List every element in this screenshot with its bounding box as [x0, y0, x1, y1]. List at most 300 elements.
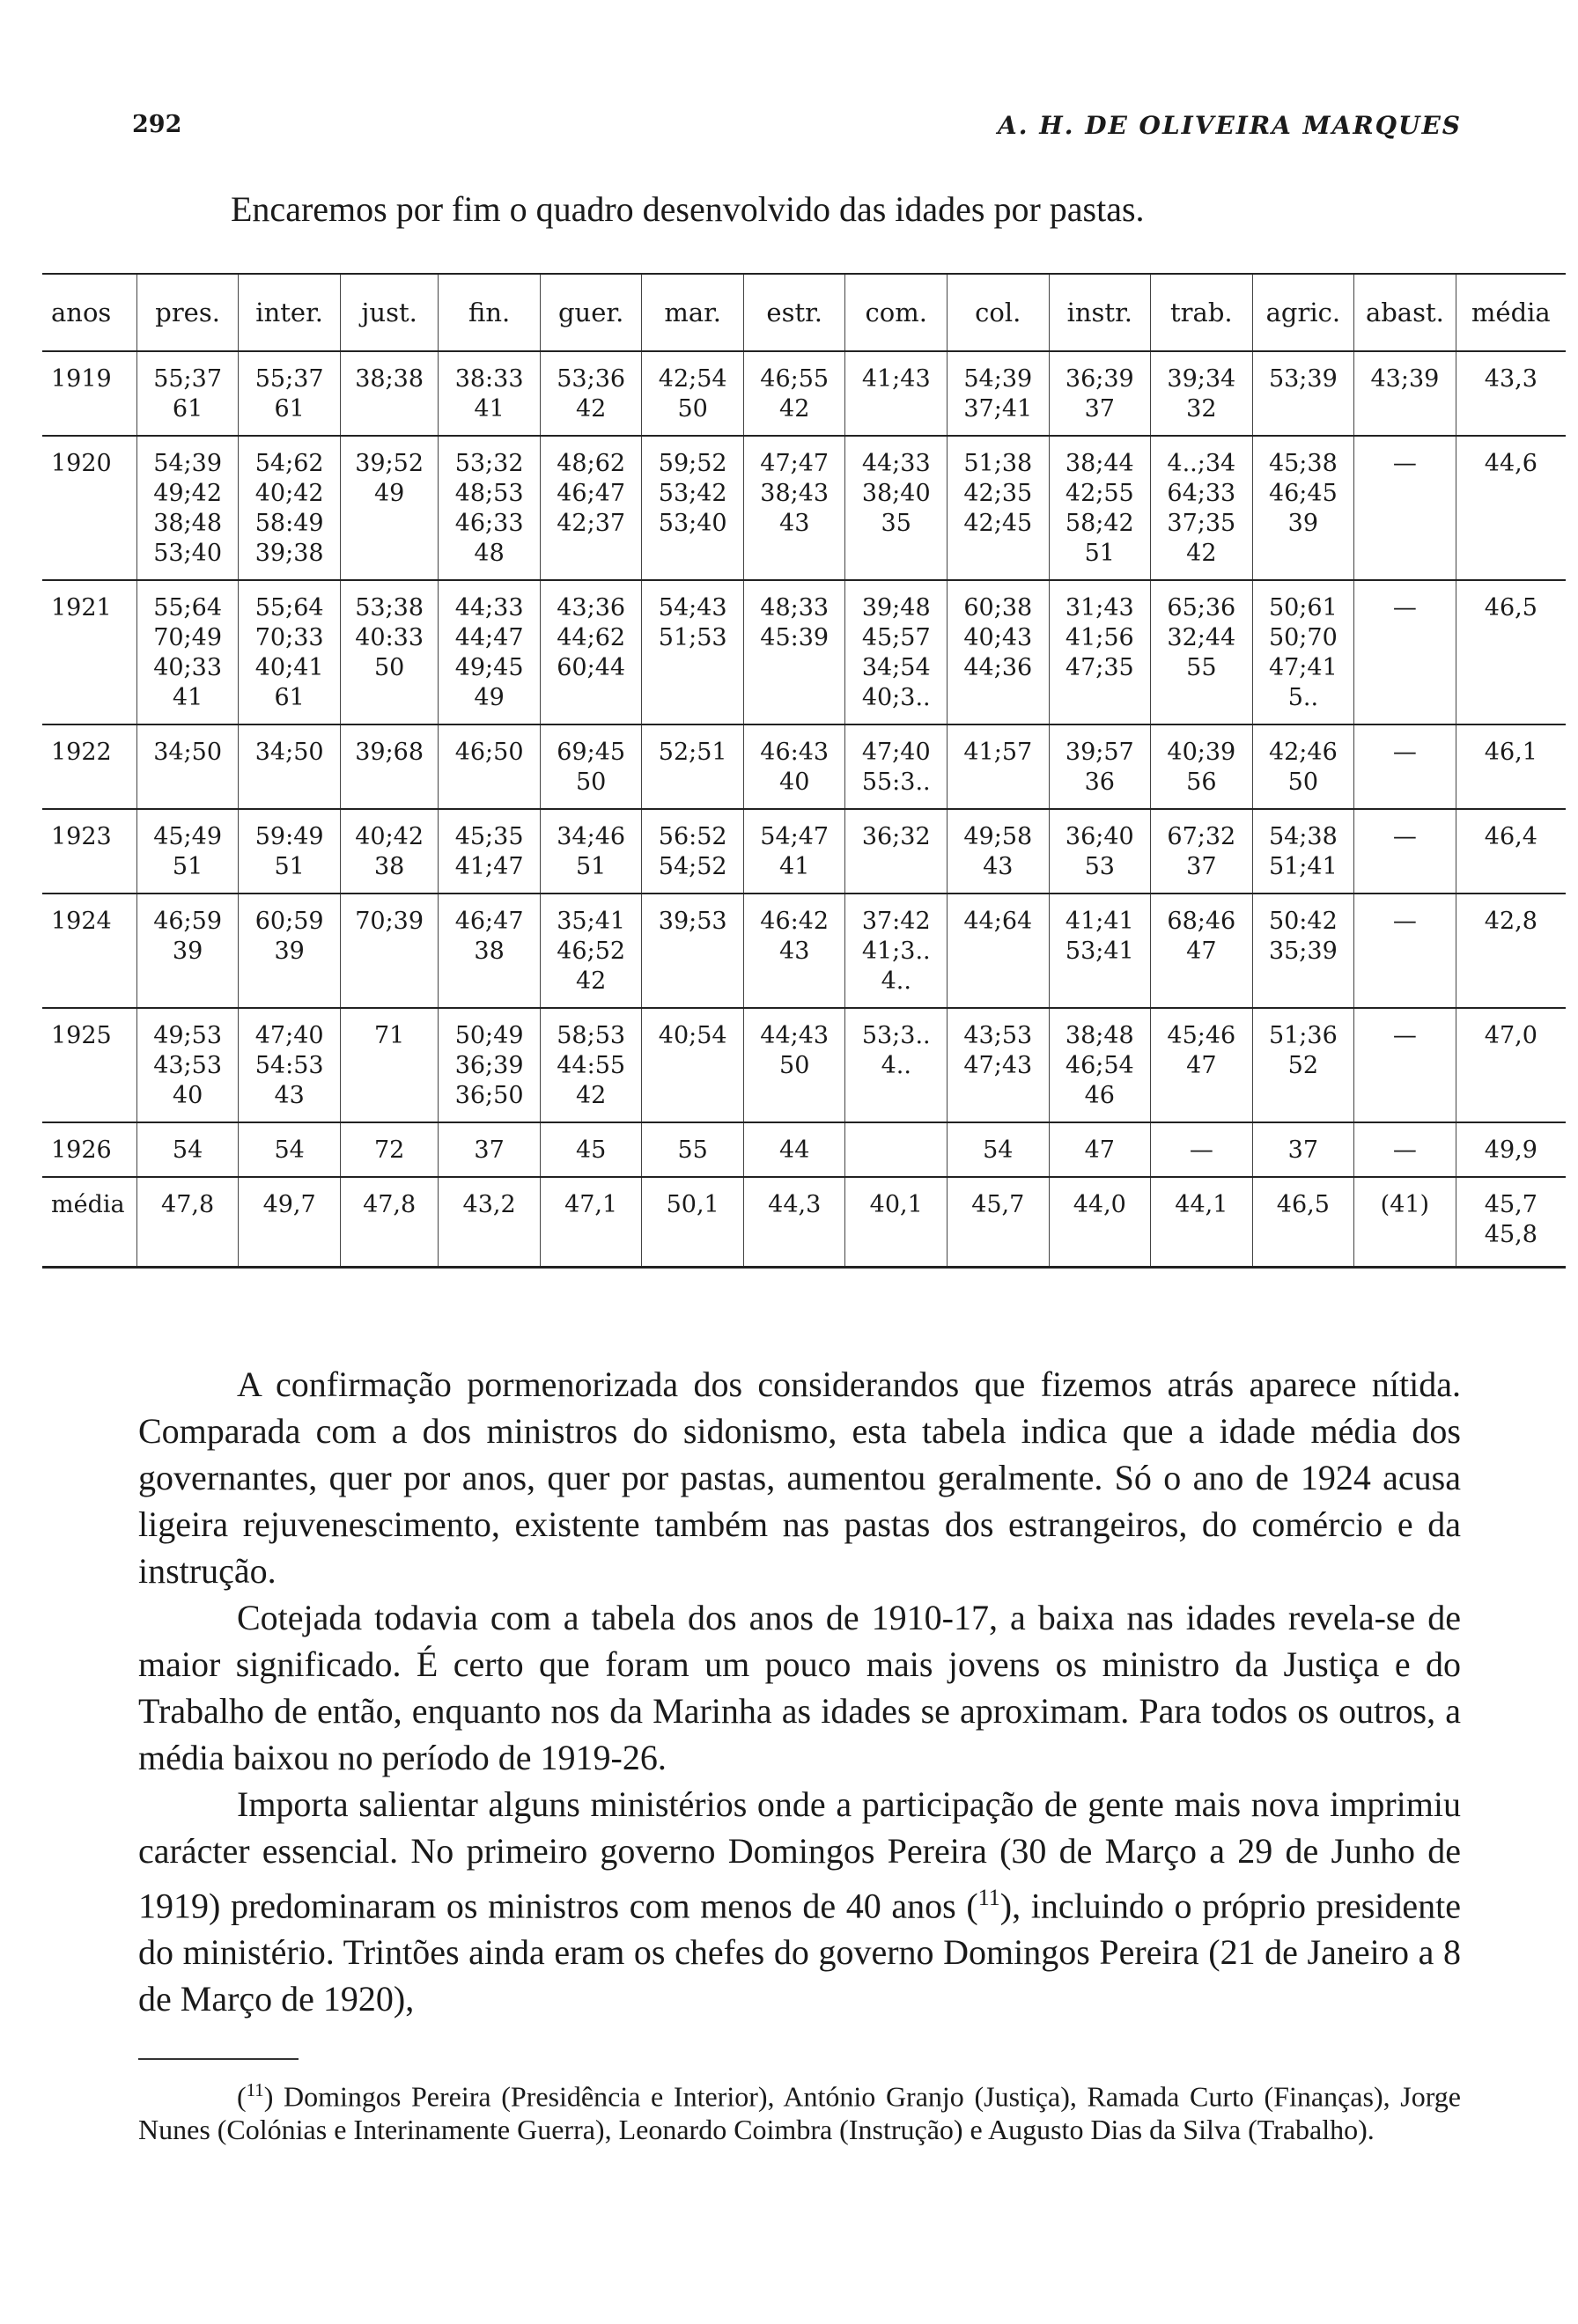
cell-value: 46;45	[1268, 480, 1338, 507]
cell-value: 54;62	[254, 450, 324, 477]
table-cell	[743, 580, 845, 724]
cell-value: 37;41	[963, 395, 1033, 423]
cell-value: 36;40	[1065, 823, 1134, 850]
cell-value: 54;43	[658, 594, 727, 621]
cell-value: 51;53	[658, 624, 727, 651]
cell-value: 50,1	[666, 1191, 719, 1218]
footnote: ($^{11}$) Domingos Pereira (Presidência e Interior), António Granjo (Justiça), Ramada Curto (Finanças), Jorge Nunes (Colónias e Interinamente Guerra), Leonardo Coimbra (Instrução) e Augusto Dias da Silva (Trabalho).	[138, 2080, 1462, 2145]
cell-value: 50;49	[454, 1022, 524, 1049]
table-cell	[743, 1122, 845, 1177]
cell-value: 50	[373, 654, 405, 681]
cell-value: —	[1392, 908, 1417, 935]
cell-value: 40;42	[355, 823, 424, 850]
cell-value: 49,9	[1484, 1136, 1537, 1164]
table-cell	[743, 1177, 845, 1268]
table-cell	[642, 580, 744, 724]
cell-value: 55	[677, 1136, 708, 1164]
cell-value: 45,7	[971, 1191, 1025, 1218]
table-cell	[340, 1177, 438, 1268]
cell-value: 50	[575, 769, 607, 796]
cell-value: 51;41	[1268, 853, 1338, 880]
cell-value: 45;57	[861, 624, 931, 651]
cell-value: 43	[983, 853, 1014, 880]
cell-value: 46;59	[153, 908, 223, 935]
table-cell	[845, 809, 948, 894]
cell-value: 60;59	[254, 908, 324, 935]
table-cell	[1354, 580, 1456, 724]
cell-value: 52;51	[658, 739, 727, 766]
cell-value: 48;33	[760, 594, 830, 621]
table-cell	[1252, 436, 1354, 580]
cell-value: 40;3..	[861, 684, 931, 711]
table-header-row	[42, 274, 1566, 351]
row-label: 1919	[42, 351, 136, 436]
cell-value: 50	[1287, 769, 1319, 796]
table-cell	[743, 351, 845, 436]
cell-value: 55;64	[254, 594, 324, 621]
table-cell	[1049, 1008, 1151, 1122]
cell-value: 60;38	[963, 594, 1033, 621]
table-cell	[540, 580, 642, 724]
table-cell	[1049, 580, 1151, 724]
cell-value: 51	[274, 853, 305, 880]
cell-value: 47	[1186, 938, 1217, 965]
table-cell	[642, 894, 744, 1008]
cell-value: 50;61	[1268, 594, 1338, 621]
cell-value: 45	[575, 1136, 607, 1164]
cell-value: 42	[575, 1082, 607, 1109]
row-label: 1921	[42, 580, 136, 724]
cell-value: 44;36	[963, 654, 1033, 681]
table-cell	[1354, 1008, 1456, 1122]
cell-value: 50	[677, 395, 708, 423]
column-header-7: estr.	[743, 274, 845, 351]
cell-value: 46:42	[760, 908, 830, 935]
cell-value: 56	[1186, 769, 1217, 796]
cell-value: 70;33	[254, 624, 324, 651]
footnote-text: Domingos Pereira (Presidência e Interior), António Granjo (Justiça), Ramada Curto (Finanças), Jorge Nunes (Colónias e Interinamente Guerra), Leonardo Coimbra (Instrução) e Augusto Dias da Silva (Trabalho).	[138, 2080, 1462, 2145]
table-cell	[239, 809, 341, 894]
table-cell	[1252, 894, 1354, 1008]
table-cell	[239, 1177, 341, 1268]
table-cell	[1252, 724, 1354, 809]
cell-value: 41	[779, 853, 810, 880]
table-cell	[340, 894, 438, 1008]
cell-value: 51;36	[1268, 1022, 1338, 1049]
cell-value: 71	[373, 1022, 405, 1049]
table-cell	[948, 436, 1050, 580]
cell-value: 45:39	[760, 624, 830, 651]
cell-value: —	[1392, 823, 1417, 850]
table-row	[42, 351, 1566, 436]
cell-value: 45;49	[153, 823, 223, 850]
cell-value: 43;39	[1370, 365, 1440, 393]
table-cell	[439, 724, 541, 809]
table-cell	[136, 1008, 239, 1122]
table-cell	[540, 1122, 642, 1177]
cell-value: 72	[373, 1136, 405, 1164]
column-header-4: fin.	[439, 274, 541, 351]
cell-value: 40	[779, 769, 810, 796]
table-cell	[239, 894, 341, 1008]
table-row	[42, 1177, 1566, 1268]
table-cell	[948, 351, 1050, 436]
cell-value: 46:43	[760, 739, 830, 766]
table-cell	[439, 1122, 541, 1177]
table-cell	[1252, 351, 1354, 436]
table-cell	[845, 580, 948, 724]
table-cell	[1151, 1122, 1253, 1177]
table-cell	[1354, 1122, 1456, 1177]
body-text	[138, 1361, 1461, 2022]
table-cell	[540, 436, 642, 580]
cell-value: 44,6	[1484, 450, 1537, 477]
running-head: A. H. DE OLIVEIRA MARQUES	[998, 111, 1462, 140]
cell-value: 37	[1084, 395, 1115, 423]
table-cell	[439, 1177, 541, 1268]
ages-by-ministry-table	[42, 273, 1566, 1269]
cell-value: 35;41	[557, 908, 626, 935]
cell-value: 42,8	[1484, 908, 1537, 935]
page-number: 292	[132, 111, 182, 138]
table-cell	[340, 1122, 438, 1177]
column-header-12: agric.	[1252, 274, 1354, 351]
cell-value: —	[1392, 594, 1417, 621]
cell-value: 40;42	[254, 480, 324, 507]
cell-value: 46;33	[454, 510, 524, 537]
table-cell	[239, 351, 341, 436]
cell-value: 35	[881, 510, 911, 537]
cell-value: 49;42	[153, 480, 223, 507]
cell-value: 56:52	[658, 823, 727, 850]
cell-value: 41;56	[1065, 624, 1134, 651]
table-cell	[136, 351, 239, 436]
table-cell	[1252, 580, 1354, 724]
table-cell	[1354, 436, 1456, 580]
cell-value: 46;47	[454, 908, 524, 935]
paragraph-3-part-1: Importa salientar alguns ministérios onde a participação de gente mais nova imprimiu carácter essencial. No primeiro governo Domingos Pereira (30 de Março a 29 de Junho de 1919) predominaram os ministros com menos de 40 anos (	[138, 1784, 1461, 1926]
cell-value: 54;39	[153, 450, 223, 477]
table-cell	[1252, 1008, 1354, 1122]
cell-value: 41;57	[963, 739, 1033, 766]
cell-value: 53;3..	[861, 1022, 931, 1049]
cell-value: 54;47	[760, 823, 830, 850]
table-cell	[136, 1122, 239, 1177]
table-cell	[1151, 436, 1253, 580]
cell-value: 39;68	[355, 739, 424, 766]
cell-value: 4..	[881, 1052, 911, 1079]
table-cell	[540, 724, 642, 809]
table-cell	[743, 724, 845, 809]
cell-value: 47,8	[161, 1191, 215, 1218]
row-label: 1925	[42, 1008, 136, 1122]
table-cell	[439, 351, 541, 436]
cell-value: 38;48	[1065, 1022, 1134, 1049]
table-cell	[642, 1008, 744, 1122]
cell-value: 38:33	[454, 365, 524, 393]
cell-value: 41;41	[1065, 908, 1134, 935]
cell-value: 34;54	[861, 654, 931, 681]
column-header-3: just.	[340, 274, 438, 351]
table-cell	[439, 894, 541, 1008]
table-cell	[1456, 351, 1566, 436]
table-intro: Encaremos por fim o quadro desenvolvido das idades por pastas.	[231, 189, 1145, 229]
cell-value: 32	[1186, 395, 1217, 423]
table-cell	[845, 351, 948, 436]
cell-value: 47,1	[564, 1191, 618, 1218]
cell-value: 53	[1084, 853, 1115, 880]
cell-value: 61	[274, 395, 305, 423]
cell-value: 46	[1084, 1082, 1115, 1109]
cell-value: 4..	[881, 967, 911, 995]
table-cell	[1456, 580, 1566, 724]
cell-value: —	[1392, 1136, 1417, 1164]
cell-value: 46,5	[1276, 1191, 1330, 1218]
cell-value: 61	[172, 395, 203, 423]
column-header-1: pres.	[136, 274, 239, 351]
table-cell	[1151, 1008, 1253, 1122]
cell-value: 37	[1287, 1136, 1319, 1164]
cell-value: 55;37	[254, 365, 324, 393]
page-header	[132, 104, 1462, 148]
table-cell	[1456, 809, 1566, 894]
cell-value: 41;43	[861, 365, 931, 393]
cell-value: 35;39	[1268, 938, 1338, 965]
cell-value: 61	[274, 684, 305, 711]
table-cell	[948, 1177, 1050, 1268]
table-cell	[1252, 809, 1354, 894]
table-cell	[743, 1008, 845, 1122]
table-cell	[1151, 580, 1253, 724]
cell-value: 46;52	[557, 938, 626, 965]
table-cell	[1049, 724, 1151, 809]
cell-value: 45;35	[454, 823, 524, 850]
table-cell	[1456, 894, 1566, 1008]
cell-value: 39	[1287, 510, 1319, 537]
row-label: média	[42, 1177, 136, 1268]
cell-value: 38;43	[760, 480, 830, 507]
cell-value: 38	[474, 938, 505, 965]
cell-value: 44;33	[861, 450, 931, 477]
cell-value: 40,1	[869, 1191, 923, 1218]
cell-value: 38;44	[1065, 450, 1134, 477]
column-header-10: instr.	[1049, 274, 1151, 351]
cell-value: 38;48	[153, 510, 223, 537]
table-cell	[948, 1122, 1050, 1177]
table-cell	[642, 724, 744, 809]
cell-value: 46,4	[1484, 823, 1537, 850]
cell-value: 54	[172, 1136, 203, 1164]
cell-value: 53;40	[658, 510, 727, 537]
table-cell	[439, 436, 541, 580]
table-cell	[239, 1008, 341, 1122]
cell-value: 47	[1186, 1052, 1217, 1079]
table-cell	[340, 809, 438, 894]
cell-value: 45,8	[1484, 1221, 1537, 1248]
table-cell	[1252, 1122, 1354, 1177]
cell-value: 42;54	[658, 365, 727, 393]
cell-value: 32;44	[1167, 624, 1236, 651]
column-header-13: abast.	[1354, 274, 1456, 351]
cell-value: 43;53	[963, 1022, 1033, 1049]
cell-value: 46;55	[760, 365, 830, 393]
cell-value: 53;40	[153, 540, 223, 567]
table-cell	[340, 1008, 438, 1122]
cell-value: 55	[1186, 654, 1217, 681]
cell-value: 37	[1186, 853, 1217, 880]
table-cell	[239, 1122, 341, 1177]
table-cell	[136, 580, 239, 724]
cell-value: 5..	[1287, 684, 1319, 711]
cell-value: 46;50	[454, 739, 524, 766]
cell-value: 52	[1287, 1052, 1319, 1079]
ages-table-container	[42, 273, 1566, 1269]
cell-value: 54;52	[658, 853, 727, 880]
cell-value: 47	[1084, 1136, 1115, 1164]
cell-value: 47;41	[1268, 654, 1338, 681]
table-cell	[540, 351, 642, 436]
cell-value: 46,1	[1484, 739, 1537, 766]
cell-value: 48	[474, 540, 505, 567]
table-cell	[1049, 809, 1151, 894]
footnote-reference[interactable]: 11	[977, 1885, 1000, 1910]
table-row	[42, 436, 1566, 580]
column-header-6: mar.	[642, 274, 744, 351]
cell-value: 39;52	[355, 450, 424, 477]
table-cell	[1151, 724, 1253, 809]
table-cell	[845, 436, 948, 580]
table-cell	[340, 351, 438, 436]
cell-value: —	[1392, 1022, 1417, 1049]
cell-value: 42	[575, 967, 607, 995]
cell-value: 37:42	[861, 908, 931, 935]
cell-value: 53;41	[1065, 938, 1134, 965]
cell-value: 42	[575, 395, 607, 423]
column-header-14: média	[1456, 274, 1566, 351]
cell-value: 53;32	[454, 450, 524, 477]
table-cell	[136, 1177, 239, 1268]
cell-value: 43	[779, 938, 810, 965]
cell-value: 36;50	[454, 1082, 524, 1109]
cell-value: 49;45	[454, 654, 524, 681]
cell-value: 46;54	[1065, 1052, 1134, 1079]
column-header-9: col.	[948, 274, 1050, 351]
cell-value: 36	[1084, 769, 1115, 796]
cell-value: 43;36	[557, 594, 626, 621]
table-cell	[948, 724, 1050, 809]
cell-value: 44,1	[1175, 1191, 1228, 1218]
cell-value: (41)	[1380, 1191, 1430, 1218]
cell-value: 4..;34	[1167, 450, 1236, 477]
column-header-5: guer.	[540, 274, 642, 351]
cell-value: 36;39	[454, 1052, 524, 1079]
table-cell	[845, 894, 948, 1008]
cell-value: 47;43	[963, 1052, 1033, 1079]
table-cell	[136, 894, 239, 1008]
cell-value: 49	[474, 684, 505, 711]
cell-value: 37	[474, 1136, 505, 1164]
cell-value: 49	[373, 480, 405, 507]
paragraph-3-part-2: ), incluindo o próprio presidente do ministério. Trintões ainda eram os chefes do governo Domingos Pereira (21 de Janeiro a 8 de Março de 1920),	[138, 1886, 1461, 2019]
table-row	[42, 1008, 1566, 1122]
cell-value: 58:49	[254, 510, 324, 537]
table-cell	[540, 894, 642, 1008]
table-cell	[439, 809, 541, 894]
cell-value: 41;3..	[861, 938, 931, 965]
cell-value: 55:3..	[861, 769, 931, 796]
cell-value: 50:42	[1268, 908, 1338, 935]
cell-value: —	[1189, 1136, 1213, 1164]
cell-value: 59;52	[658, 450, 727, 477]
cell-value: 53;38	[355, 594, 424, 621]
table-body	[42, 351, 1566, 1268]
cell-value: 47,0	[1484, 1022, 1537, 1049]
cell-value: 36;32	[861, 823, 931, 850]
table-cell	[948, 894, 1050, 1008]
cell-value: 51	[575, 853, 607, 880]
cell-value: 43	[274, 1082, 305, 1109]
table-cell	[239, 724, 341, 809]
table-cell	[948, 1008, 1050, 1122]
cell-value: 58;42	[1065, 510, 1134, 537]
table-cell	[642, 436, 744, 580]
cell-value: 47;40	[254, 1022, 324, 1049]
footnote-rule	[138, 2058, 299, 2060]
cell-value: 55;37	[153, 365, 223, 393]
cell-value: 49,7	[262, 1191, 316, 1218]
row-label: 1920	[42, 436, 136, 580]
table-cell	[239, 436, 341, 580]
table-cell	[1252, 1177, 1354, 1268]
cell-value: 39	[172, 938, 203, 965]
cell-value: 48;53	[454, 480, 524, 507]
column-header-8: com.	[845, 274, 948, 351]
cell-value: 44	[779, 1136, 810, 1164]
cell-value: 68;46	[1167, 908, 1236, 935]
table-cell	[540, 809, 642, 894]
table-cell	[1354, 724, 1456, 809]
table-cell	[1456, 724, 1566, 809]
cell-value: 48;62	[557, 450, 626, 477]
cell-value: 47;40	[861, 739, 931, 766]
table-cell	[136, 724, 239, 809]
cell-value: 41	[172, 684, 203, 711]
table-cell	[1049, 894, 1151, 1008]
table-cell	[1151, 1177, 1253, 1268]
cell-value: 45;46	[1167, 1022, 1236, 1049]
table-cell	[743, 894, 845, 1008]
cell-value: 54;39	[963, 365, 1033, 393]
cell-value: 37;35	[1167, 510, 1236, 537]
cell-value: 42;45	[963, 510, 1033, 537]
cell-value: 36;39	[1065, 365, 1134, 393]
table-cell	[1354, 351, 1456, 436]
cell-value: —	[1392, 739, 1417, 766]
cell-value: 59:49	[254, 823, 324, 850]
table-cell	[340, 580, 438, 724]
table-cell	[1049, 351, 1151, 436]
table-cell	[1049, 1177, 1151, 1268]
column-header-0: anos	[42, 274, 136, 351]
cell-value: 40;41	[254, 654, 324, 681]
cell-value: 46;47	[557, 480, 626, 507]
cell-value: 53;39	[1268, 365, 1338, 393]
cell-value: 40;43	[963, 624, 1033, 651]
table-cell	[439, 1008, 541, 1122]
cell-value: 43;53	[153, 1052, 223, 1079]
cell-value: 49;53	[153, 1022, 223, 1049]
cell-value: 42;55	[1065, 480, 1134, 507]
